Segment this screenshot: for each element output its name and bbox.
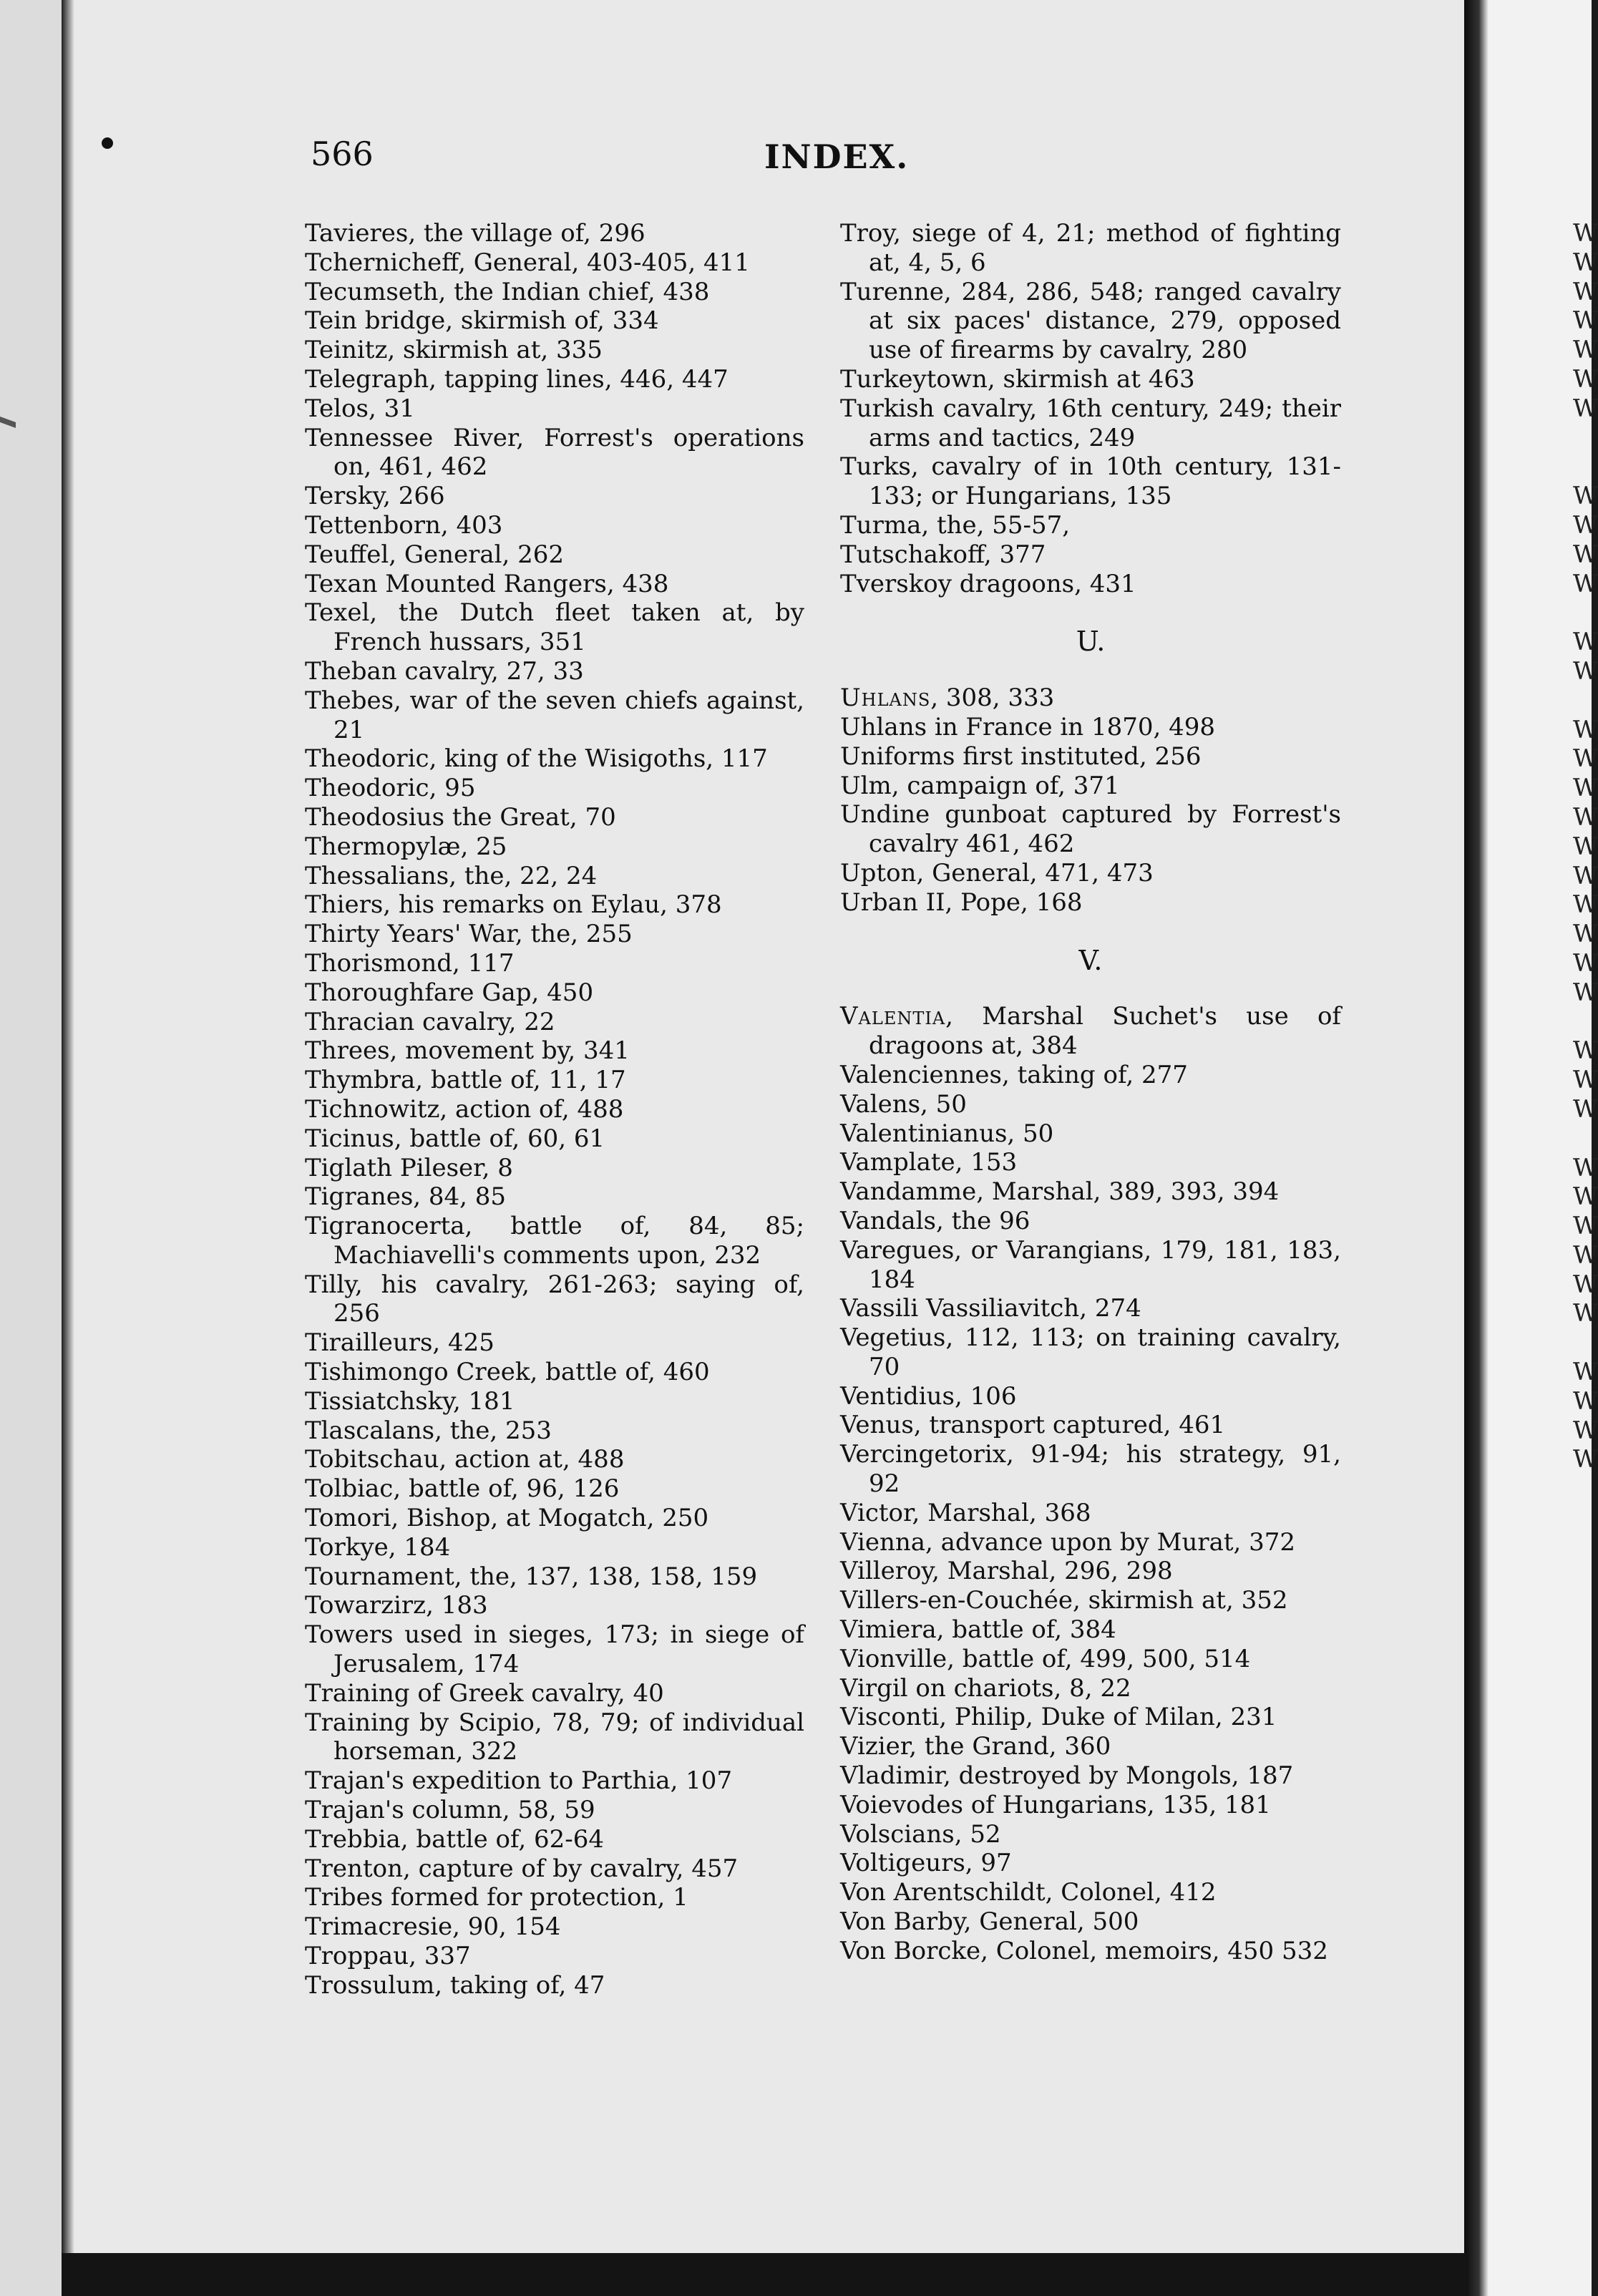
index-entry: Torkye, 184 [305, 1532, 451, 1562]
index-entry [840, 684, 1341, 713]
index-entry: Tettenborn, 403 [305, 510, 503, 540]
index-entry: Vizier, the Grand, 360 [840, 1732, 1111, 1761]
index-entry: Villers-en-Couchée, skirmish at, 352 [840, 1586, 1288, 1615]
index-entry: Villeroy, Marshal, 296, 298 [840, 1557, 1173, 1586]
index-entry: Tirailleurs, 425 [305, 1328, 494, 1358]
index-entry: Varegues, or Varangians, 179, 181, 183, 184 [840, 1235, 1341, 1294]
index-entry: Tolbiac, battle of, 96, 126 [305, 1474, 620, 1504]
index-entry: Tigranes, 84, 85 [305, 1182, 507, 1212]
index-entry: Tomori, Bishop, at Mogatch, 250 [305, 1504, 709, 1533]
index-entry: Theodoric, 95 [305, 774, 476, 803]
index-entry: Von Arentschildt, Colonel, 412 [840, 1878, 1217, 1907]
facing-page-letter: W [1573, 802, 1598, 832]
facing-page-letter: W [1573, 715, 1598, 744]
index-entry: Tishimongo Creek, battle of, 460 [305, 1358, 710, 1387]
facing-page-letter [1573, 452, 1592, 482]
index-entry: Ticinus, battle of, 60, 61 [305, 1124, 605, 1153]
facing-page-letter: W [1573, 336, 1598, 365]
facing-page-letter: W [1573, 1386, 1598, 1416]
index-entry: Tavieres, the village of, 296 [305, 219, 645, 248]
facing-page-letter: W [1573, 394, 1598, 423]
index-entry: Tverskoy dragoons, 431 [840, 569, 1136, 598]
index-entry: Tchernicheff, General, 403-405, 411 [305, 248, 750, 277]
margin-dot [102, 137, 113, 149]
facing-page-letter: W [1573, 1153, 1598, 1182]
index-entry: Thoroughfare Gap, 450 [305, 978, 594, 1007]
u-entries [840, 713, 1341, 918]
index-entry: Theodoric, king of the Wisigoths, 117 [305, 744, 768, 774]
facing-page-letter: W [1573, 1240, 1598, 1270]
index-entry [840, 1002, 1341, 1061]
index-entry: Vamplate, 153 [840, 1148, 1018, 1177]
entry-head: Valentia [840, 1002, 946, 1031]
index-entry: Training by Scipio, 78, 79; of individual horseman, 322 [305, 1708, 804, 1766]
index-entry: Trenton, capture of by cavalry, 457 [305, 1854, 739, 1883]
facing-page-letter: W [1573, 861, 1598, 890]
facing-page-letter: W [1573, 1270, 1598, 1299]
facing-page-letter: W [1573, 1299, 1598, 1328]
facing-page-letter: W [1573, 510, 1598, 540]
index-entry: Tissiatchsky, 181 [305, 1386, 515, 1416]
index-entry: Towarzirz, 183 [305, 1591, 488, 1620]
index-entry: Teuffel, General, 262 [305, 540, 565, 569]
index-entry: Telegraph, tapping lines, 446, 447 [305, 364, 729, 394]
index-entry: Tobitschau, action at, 488 [305, 1445, 625, 1474]
facing-page-letter: W [1573, 1416, 1598, 1445]
index-entry: Troy, siege of 4, 21; method of fighting at, 4, 5, 6 [840, 219, 1341, 277]
index-entry: Teinitz, skirmish at, 335 [305, 336, 603, 365]
index-entry: Upton, General, 471, 473 [840, 858, 1154, 887]
index-entry: Von Borcke, Colonel, memoirs, 450 532 [840, 1936, 1328, 1965]
index-entry: Texan Mounted Rangers, 438 [305, 569, 669, 598]
index-entry: Trimacresie, 90, 154 [305, 1912, 561, 1942]
index-entry: Valenciennes, taking of, 277 [840, 1060, 1188, 1089]
index-entry: Volscians, 52 [840, 1819, 1001, 1849]
facing-page-letter [1573, 424, 1592, 453]
index-entry: Vienna, advance upon by Murat, 372 [840, 1527, 1296, 1557]
facing-page-letter: W [1573, 774, 1598, 803]
facing-page-letter [1573, 598, 1592, 628]
facing-page-letter: W [1573, 219, 1598, 248]
facing-page-letter: W [1573, 978, 1598, 1007]
index-entry: Victor, Marshal, 368 [840, 1498, 1091, 1527]
index-entry: Thirty Years' War, the, 255 [305, 920, 633, 949]
facing-page-letter: W [1573, 920, 1598, 949]
index-entry: Tiglath Pileser, 8 [305, 1153, 513, 1182]
index-entry: Tutschakoff, 377 [840, 540, 1046, 569]
index-entry: Urban II, Pope, 168 [840, 887, 1083, 917]
index-entry: Thiers, his remarks on Eylau, 378 [305, 890, 722, 920]
index-entry: Thymbra, battle of, 11, 17 [305, 1066, 626, 1095]
index-entry: Ventidius, 106 [840, 1381, 1017, 1411]
facing-page-letter: W [1573, 1066, 1598, 1095]
running-head: INDEX. [764, 137, 910, 176]
facing-page-letter: W [1573, 1182, 1598, 1212]
index-entry: Visconti, Philip, Duke of Milan, 231 [840, 1703, 1277, 1732]
facing-page-letter: W [1573, 482, 1598, 511]
index-entry: Thorismond, 117 [305, 948, 515, 978]
index-entry: Undine gunboat captured by Forrest's cavalry 461, 462 [840, 800, 1341, 859]
index-entry: Vegetius, 112, 113; on training cavalry, 70 [840, 1323, 1341, 1381]
index-entry: Vassili Vassiliavitch, 274 [840, 1294, 1141, 1323]
index-entry: Theban cavalry, 27, 33 [305, 656, 584, 686]
facing-page-letter: W [1573, 569, 1598, 598]
gutter-shadow [62, 0, 74, 2296]
facing-page-letter: W [1573, 744, 1598, 774]
t-entries [840, 219, 1341, 598]
facing-page-letter: W [1573, 1358, 1598, 1387]
index-entry: Uhlans in France in 1870, 498 [840, 712, 1216, 741]
index-entry: Turenne, 284, 286, 548; ranged cavalry at six paces' distance, 279, opposed use of firearms by cavalry, 280 [840, 277, 1341, 365]
index-entry: Vladimir, destroyed by Mongols, 187 [840, 1761, 1294, 1791]
facing-page-letter: W [1573, 628, 1598, 657]
index-entry: Theodosius the Great, 70 [305, 802, 616, 832]
facing-page-letter: W [1573, 1094, 1598, 1124]
index-entry: Vionville, battle of, 499, 500, 514 [840, 1644, 1251, 1673]
facing-page-letter [1573, 1008, 1592, 1037]
index-entry: Tennessee River, Forrest's operations on, 461, 462 [305, 423, 804, 482]
index-entry: Virgil on chariots, 8, 22 [840, 1673, 1131, 1703]
index-entry: Tichnowitz, action of, 488 [305, 1094, 624, 1124]
index-entry: Training of Greek cavalry, 40 [305, 1678, 664, 1708]
index-entry: Tribes formed for protection, 1 [305, 1883, 688, 1912]
facing-page-letter: W [1573, 1036, 1598, 1066]
index-column-left [305, 219, 804, 2000]
section-heading-u: U. [1076, 626, 1106, 658]
index-entry: Tecumseth, the Indian chief, 438 [305, 277, 710, 306]
index-entry: Von Barby, General, 500 [840, 1907, 1139, 1937]
index-entry: Uniforms first instituted, 256 [840, 741, 1202, 771]
index-entry: Trossulum, taking of, 47 [305, 1970, 605, 2000]
facing-page-letter: W [1573, 364, 1598, 394]
facing-page-letter: W [1573, 540, 1598, 569]
entry-rest: , Marshal Suchet's use of dragoons at, 384 [869, 1002, 1341, 1061]
facing-page-letter: W [1573, 1445, 1598, 1474]
section-heading-v: V. [1078, 944, 1103, 976]
index-entry: Vimiera, battle of, 384 [840, 1615, 1116, 1645]
index-entry: Thermopylæ, 25 [305, 832, 507, 861]
facing-page-letter: W [1573, 1212, 1598, 1241]
index-entry: Turkeytown, skirmish at 463 [840, 364, 1195, 394]
v-entries [840, 1061, 1341, 1966]
index-entry: Trajan's expedition to Parthia, 107 [305, 1766, 733, 1796]
facing-page-letter: W [1573, 656, 1598, 686]
facing-page-letter: W [1573, 948, 1598, 978]
index-entry: Trebbia, battle of, 62-64 [305, 1824, 604, 1854]
index-entry: Turks, cavalry of in 10th century, 131-133; or Hungarians, 135 [840, 452, 1341, 511]
index-entry: Voievodes of Hungarians, 135, 181 [840, 1790, 1271, 1819]
facing-page-letter: W [1573, 248, 1598, 277]
index-entry: Tigranocerta, battle of, 84, 85; Machiavelli's comments upon, 232 [305, 1212, 804, 1270]
index-entry: Vandals, the 96 [840, 1206, 1031, 1235]
index-column-right [840, 219, 1341, 1966]
facing-page-letter [1573, 686, 1592, 716]
index-entry: Turkish cavalry, 16th century, 249; their arms and tactics, 249 [840, 394, 1341, 452]
index-entry: Venus, transport captured, 461 [840, 1411, 1226, 1440]
index-entry: Thracian cavalry, 22 [305, 1007, 555, 1036]
facing-page-letter [1573, 1328, 1592, 1358]
index-entry: Towers used in sieges, 173; in siege of Jerusalem, 174 [305, 1620, 804, 1679]
index-entry: Turma, the, 55-57, [840, 510, 1071, 540]
index-entry: Thebes, war of the seven chiefs against, 21 [305, 686, 804, 744]
index-entry: Troppau, 337 [305, 1942, 471, 1971]
index-entry: Valentinianus, 50 [840, 1119, 1054, 1148]
index-entry: Telos, 31 [305, 394, 415, 423]
facing-page-letters [1573, 219, 1598, 1474]
index-entry: Voltigeurs, 97 [840, 1849, 1012, 1878]
page-bottom-edge [62, 2253, 1468, 2296]
entry-rest: , 308, 333 [930, 684, 1055, 713]
index-entry: Texel, the Dutch fleet taken at, by French hussars, 351 [305, 598, 804, 657]
index-entry: Valens, 50 [840, 1089, 967, 1119]
index-entry: Tersky, 266 [305, 482, 445, 511]
facing-page-letter: W [1573, 306, 1598, 336]
index-entry: Ulm, campaign of, 371 [840, 771, 1120, 800]
index-entry: Vandamme, Marshal, 389, 393, 394 [840, 1177, 1280, 1207]
page-number: 566 [311, 135, 374, 173]
entry-head: Uhlans [840, 684, 931, 713]
index-entry: Tilly, his cavalry, 261-263; saying of, 256 [305, 1270, 804, 1328]
facing-page-letter: W [1573, 832, 1598, 861]
facing-page-letter: W [1573, 277, 1598, 306]
index-entry: Trajan's column, 58, 59 [305, 1796, 595, 1825]
index-entry: Vercingetorix, 91-94; his strategy, 91, 92 [840, 1440, 1341, 1499]
index-entry: Tournament, the, 137, 138, 158, 159 [305, 1562, 758, 1591]
index-entry: Threes, movement by, 341 [305, 1036, 630, 1066]
index-entry: Tein bridge, skirmish of, 334 [305, 306, 659, 336]
facing-page-letter: W [1573, 890, 1598, 920]
index-entry: Thessalians, the, 22, 24 [305, 861, 598, 890]
facing-page-letter [1573, 1124, 1592, 1154]
index-entry: Tlascalans, the, 253 [305, 1416, 552, 1445]
